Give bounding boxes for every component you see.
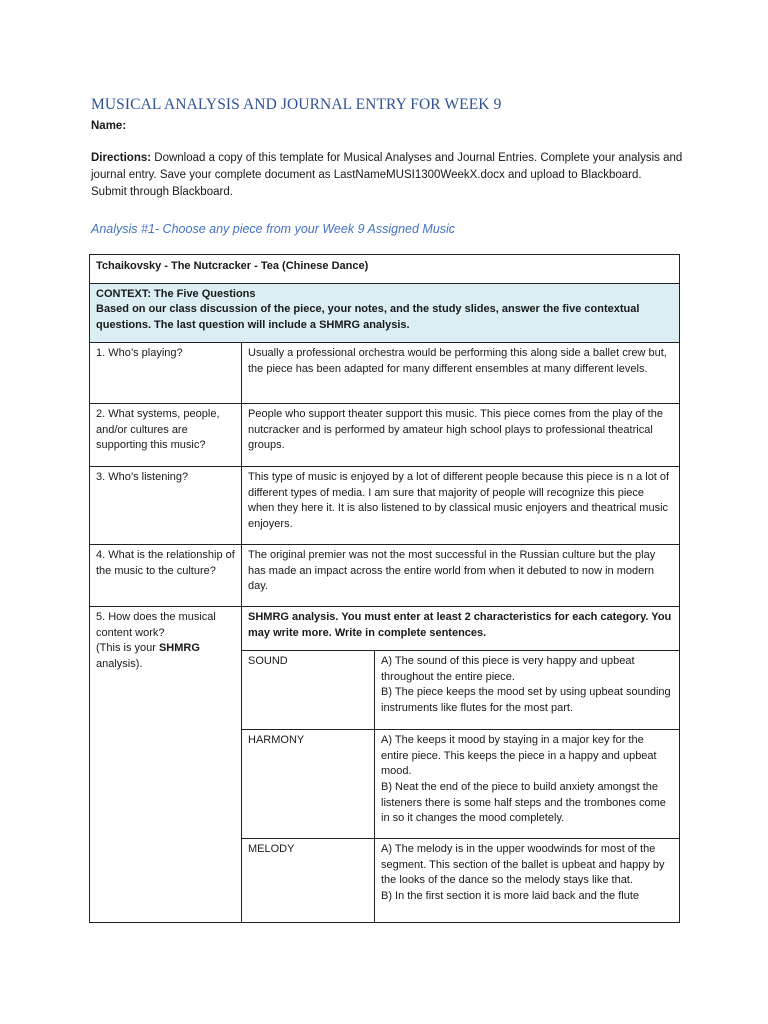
document-title: MUSICAL ANALYSIS AND JOURNAL ENTRY FOR WEEK 9 [91,96,502,113]
shmrg-category-harmony: HARMONY [242,730,375,838]
answer-cell-2: People who support theater support this music. This piece comes from the play of the nutcracker and is performed by amateur high school plays to professional theatrical groups. [248,407,663,452]
question-row-5 [90,606,679,922]
sound-point-b: B) The piece keeps the mood set by using upbeat sounding instruments like flutes for the most part. [381,686,671,714]
answer-cell-1: Usually a professional orchestra would be performing this along side a ballet crew but, the piece has been adapted for many different ensembles at many different levels. [248,346,667,375]
harmony-point-a: A) The keeps it mood by staying in a major key for the entire piece. This keeps the piece in a happy and upbeat mood. [381,733,657,778]
directions-text-1: Download a copy of this template for Musical Analyses and Journal Entries. Complete your analysis and [151,152,683,164]
analysis-heading: Analysis #1- Choose any piece from your Week 9 Assigned Music [91,222,456,236]
shmrg-section [242,607,679,922]
directions-line-3: Submit through Blackboard. [91,186,233,198]
name-label: Name: [91,120,127,132]
melody-point-a: A) The melody is in the upper woodwinds for most of the segment. This section of the ballet is upbeat and happy by the looks of the dance so the melody stays like that. [381,842,665,887]
sound-point-a: A) The sound of this piece is very happy and upbeat throughout the entire piece. [381,654,635,683]
question-label-4: 4. What is the relationship of the music to the culture? [90,545,242,606]
melody-point-b: B) In the first section it is more laid back and the flute [381,889,640,902]
question-row-4 [90,544,679,606]
analysis-table [89,254,680,923]
q5-label-shmrg: SHMRG [158,642,200,655]
harmony-point-b: B) Neat the end of the piece to build anxiety amongst the listeners there is some half steps and the trombones come in so it changes the mood completely. [381,780,666,825]
answer-cell-3: This type of music is enjoyed by a lot of different people because this piece is n a lot of different types of media. I am sure that majority of people will recognize this piece when they here it. It is also listened to by classical music enjoyers and theatrical music enjoyers. [248,470,670,530]
directions-line-1 [91,150,691,167]
piece-row [90,255,679,283]
question-label-5 [90,607,242,922]
shmrg-instructions: SHMRG analysis. You must enter at least 2 characteristics for each category. You may write more. Write in complete sentences. [248,610,672,639]
question-label-1: 1. Who’s playing? [90,343,242,403]
directions-line-2: journal entry. Save your complete document as LastNameMUSI1300WeekX.docx and upload to Blackboard. [91,169,642,181]
shmrg-row-sound [242,650,679,729]
question-row-1 [90,342,679,403]
directions-paragraph [91,150,691,201]
shmrg-answer-harmony [375,730,679,838]
context-heading: CONTEXT: The Five Questions [96,287,256,300]
q5-label-part2: (This is your [96,642,159,655]
q5-label-part3: analysis). [96,657,143,670]
question-row-2 [90,403,679,466]
shmrg-answer-sound [375,651,679,729]
context-row [90,283,679,342]
question-row-3 [90,466,679,544]
context-cell [90,284,679,342]
question-label-3: 3. Who’s listening? [90,467,242,544]
shmrg-answer-melody [375,839,679,922]
shmrg-category-melody: MELODY [242,839,375,922]
directions-label: Directions: [91,152,152,164]
shmrg-category-sound: SOUND [242,651,375,729]
shmrg-row-melody [242,838,679,922]
piece-title: Tchaikovsky - The Nutcracker - Tea (Chinese Dance) [96,260,369,272]
question-label-2: 2. What systems, people, and/or cultures are supporting this music? [90,404,242,466]
context-instructions: Based on our class discussion of the piece, your notes, and the study slides, answer the five contextual questions. The last question will include a SHMRG analysis. [96,303,640,332]
answer-cell-4: The original premier was not the most successful in the Russian culture but the play has made an impact across the entire world from when it debuted to now in modern day. [248,548,656,593]
q5-label-part1: 5. How does the musical content work? [96,610,216,639]
shmrg-row-harmony [242,729,679,838]
